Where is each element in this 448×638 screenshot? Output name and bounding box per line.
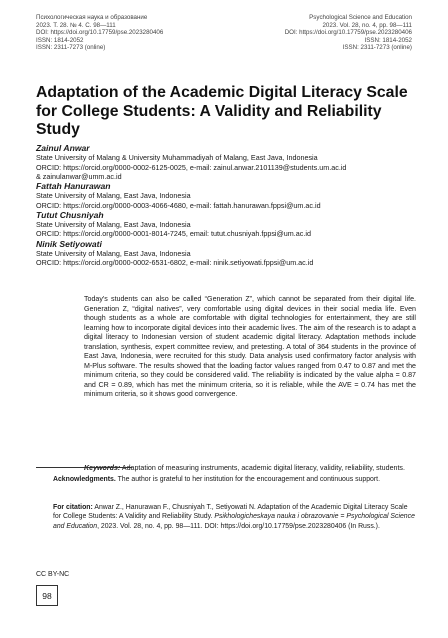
author-affiliation: State University of Malang & University Muhammadiyah of Malang, East Java, Indonesia bbox=[36, 153, 318, 163]
author-orcid[interactable]: ORCID: https://orcid.org/0000-0002-6125-0025, e-mail: zainul.anwar.2101139@students.um.ac.id bbox=[36, 162, 347, 172]
header-left-journal-info bbox=[36, 14, 163, 52]
author-orcid[interactable]: ORCID: https://orcid.org/0000-0001-8014-7245, email: tutut.chusniyah.fppsi@um.ac.id bbox=[36, 229, 311, 239]
page-number: 98 bbox=[36, 585, 58, 606]
header-right-line: 2023. Vol. 28, no. 4, pp. 98—111 bbox=[322, 21, 412, 29]
author-name: Ninik Setiyowati bbox=[36, 238, 102, 249]
author-block bbox=[36, 143, 420, 181]
header-left-line: DOI: https://doi.org/10.17759/pse.2023280406 bbox=[36, 29, 164, 37]
acknowledgments-label: Acknowledgments. bbox=[53, 476, 116, 483]
author-affiliation: State University of Malang, East Java, Indonesia bbox=[36, 220, 191, 230]
citation-details[interactable]: , 2023. Vol. 28, no. 4, pp. 98—111. DOI: https://doi.org/10.17759/pse.2023280406 (In Russ.). bbox=[97, 522, 380, 530]
author-orcid[interactable]: ORCID: https://orcid.org/0000-0003-4066-4680, e-mail: fattah.hanurawan.fppsi@um.ac.id bbox=[36, 200, 321, 210]
header-left-line: 2023. Т. 28. № 4. С. 98—111 bbox=[36, 21, 116, 29]
author-block bbox=[36, 239, 420, 268]
keywords-label: Keywords: bbox=[84, 464, 121, 472]
author-block bbox=[36, 181, 420, 210]
author-email[interactable]: & zainulanwar@umm.ac.id bbox=[36, 171, 122, 181]
citation-text: Anwar Z., Hanurawan F., Chusniyah T., Setiyowati N. Adaptation of the Academic Digital Literacy Scale for College Students: A Validity and Reliability Study. bbox=[53, 504, 408, 521]
author-block bbox=[36, 210, 420, 239]
citation-label: For citation: bbox=[53, 504, 93, 511]
header-right-line: ISSN: 1814-2052 bbox=[364, 36, 412, 44]
author-orcid[interactable]: ORCID: https://orcid.org/0000-0002-6531-6802, e-mail: ninik.setiyowati.fppsi@um.ac.id bbox=[36, 258, 314, 268]
header-right-line: DOI: https://doi.org/10.17759/pse.2023280406 bbox=[284, 29, 412, 37]
acknowledgments-text: The author is grateful to her institution for the encouragement and continuous support. bbox=[117, 476, 380, 483]
author-name: Fattah Hanurawan bbox=[36, 181, 111, 192]
header-right-line: ISSN: 2311-7273 (online) bbox=[342, 44, 412, 52]
abstract: Today's students can also be called “Generation Z”, which cannot be separated from their digital life. Generation Z, “digital natives”, very comfortable using digital devices in their social media life. Even though students as a whole are comfortable with digital technologies for entertainment, they are still learning how to incorporate digital devices into their academic lives. The aim of the research is to adapt a digital literacy to Indonesian version of student academic digital literacy. Adaptation methods include translation, synthesis, expert committee review, and pretesting. A total of 364 students in the province of East Java, Indonesia, were recruited for this study. Data analysis used confirmatory factor analysis with M-Plus software. The results showed that the loading factor values ranged from 0.47 to 0.87 and met the minimum criteria, so they could be considered valid. The reliability is indicated by the value alpha = 0.87 and CR = 0.89, which has met the minimum criteria, so it is reliable, while the AVE = 0.74 has met the minimum criteria, so it shows good convergence. bbox=[84, 295, 416, 399]
header-left-line: Психологическая наука и образование bbox=[36, 14, 148, 21]
header-left-line: ISSN: 2311-7273 (online) bbox=[36, 44, 106, 52]
citation-journal: Psikhologicheskaya nauka i obrazovanie = Psychological Science and Education bbox=[53, 513, 415, 530]
acknowledgments bbox=[53, 475, 415, 484]
header-left-line: ISSN: 1814-2052 bbox=[36, 36, 84, 44]
footnote-divider bbox=[36, 467, 132, 468]
keywords bbox=[84, 464, 416, 474]
author-name: Zainul Anwar bbox=[36, 143, 90, 153]
author-name: Tutut Chusniyah bbox=[36, 209, 104, 220]
citation bbox=[53, 503, 415, 531]
author-affiliation: State University of Malang, East Java, Indonesia bbox=[36, 248, 191, 258]
author-list bbox=[36, 143, 420, 267]
header-right-line: Psychological Science and Education bbox=[309, 14, 412, 21]
article-title: Adaptation of the Academic Digital Literacy Scale for College Students: A Validity and Reliability Study bbox=[36, 84, 408, 138]
keywords-text: Adaptation of measuring instruments, academic digital literacy, validity, reliability, students. bbox=[121, 464, 405, 472]
license-label: CC BY-NC bbox=[36, 571, 70, 578]
author-affiliation: State University of Malang, East Java, Indonesia bbox=[36, 191, 191, 201]
header-right-journal-info bbox=[285, 14, 412, 52]
